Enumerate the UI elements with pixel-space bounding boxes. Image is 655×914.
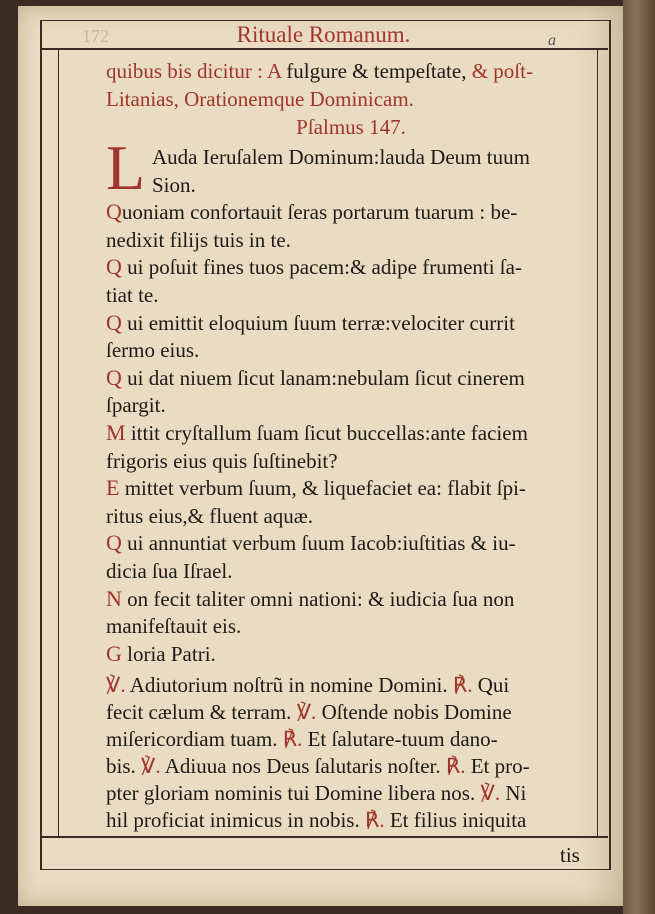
pencil-mark: a (548, 32, 556, 49)
verse-text: dicia ſua Iſrael. (106, 559, 233, 583)
versicle-text: Oſtende nobis Domine (321, 700, 512, 725)
verse-line (106, 199, 596, 225)
verse-text: nedixit filijs tuis in te. (106, 227, 291, 252)
verse-capital: E (106, 475, 120, 501)
top-rule (42, 48, 608, 50)
verse-capital: M (106, 420, 126, 445)
verse-line (106, 254, 596, 280)
intro-line-2: Litanias, Orationemque Dominicam. (106, 87, 414, 111)
versicle-line (106, 726, 596, 752)
verse-capital: Q (106, 530, 122, 556)
verse-line (106, 337, 596, 363)
response-sign: ℟. (445, 754, 471, 779)
versicle-text: Qui (477, 673, 510, 698)
verse-capital: Q (106, 199, 122, 225)
verse-line (106, 475, 596, 501)
verse-text: ui annuntiat verbum ſuum Iacob:iuſtitias & iu- (121, 531, 516, 556)
verse-line (106, 530, 596, 556)
verse-line (106, 310, 596, 336)
verse-line (106, 448, 596, 474)
intro-rubric-2: & poſt- (471, 59, 533, 83)
verse-text: ritus eius,& fluent aquæ. (106, 503, 314, 528)
verse-line (152, 172, 642, 198)
versicle-text: Et ſalutare-tuum dano- (307, 727, 498, 752)
verse-capital: G (106, 640, 122, 666)
versicle-text: pter gloriam nominis tui Domine libera nos. (106, 781, 481, 806)
verse-line (106, 641, 596, 667)
versicle-text: Adiutorium noſtrũ in nomine Domini. (129, 673, 453, 698)
verse-capital: N (106, 585, 122, 611)
catchword: tis (560, 843, 580, 867)
verse-text: Auda Ieruſalem Dominum:lauda Deum tuum (152, 145, 530, 169)
versicle-sign: ℣. (141, 754, 165, 779)
verse-text: loria Patri. (121, 641, 216, 666)
running-head: Rituale Romanum. (236, 22, 411, 47)
versicle-sign: ℣. (296, 700, 322, 725)
verse-text: mittet verbum ſuum, & liquefaciet ea: flabit ſpi- (119, 476, 526, 501)
versicle-line (106, 780, 596, 806)
verse-capital: Q (106, 364, 122, 390)
intro-rubric-1: quibus bis dicitur : A (106, 59, 282, 83)
intro-text: fulgure & tempeſtate, (281, 59, 472, 83)
verse-line (152, 144, 642, 170)
response-sign: ℟. (364, 808, 390, 833)
versicle-sign: ℣. (106, 673, 130, 698)
versicle-text: Ni (505, 781, 527, 806)
book-edge (623, 0, 655, 914)
verse-text: uoniam confortauit ſeras portarum tuarum : be- (121, 200, 518, 225)
response-sign: ℟. (282, 727, 308, 752)
versicle-line (106, 753, 596, 779)
verse-line (106, 365, 596, 391)
verse-text: ſermo eius. (106, 338, 200, 363)
versicle-text: Adiuua nos Deus ſalutaris noſter. (164, 754, 446, 779)
verse-line (106, 392, 596, 418)
versicle-line (106, 807, 596, 833)
verse-line (106, 586, 596, 612)
verse-line (106, 503, 596, 529)
verse-line (106, 558, 596, 584)
versicle-line (106, 672, 596, 698)
verse-capital: Q (106, 309, 122, 335)
versicle-text: Et pro- (470, 754, 530, 779)
verse-text: tiat te. (106, 283, 159, 307)
verse-text: frigoris eius quis ſuſtinebit? (106, 448, 338, 473)
faint-page-number: 172 (82, 26, 109, 46)
versicle-line (106, 699, 596, 725)
verse-text: on fecit taliter omni nationi: & iudicia ſua non (121, 586, 515, 611)
verse-line (106, 227, 596, 253)
verse-line (106, 282, 596, 308)
versicle-text: hil proficiat inimicus in nobis. (106, 808, 365, 833)
verse-capital: Q (106, 254, 122, 280)
bottom-rule (42, 836, 608, 838)
verse-text: manifeſtauit eis. (106, 614, 242, 639)
versicle-text: bis. (106, 754, 142, 779)
verse-line (106, 613, 596, 639)
versicle-text: Et filius iniquita (389, 808, 527, 833)
response-sign: ℟. (452, 673, 478, 698)
psalm-title: Pſalmus 147. (296, 115, 406, 139)
verse-text: Sion. (152, 172, 196, 197)
versicle-sign: ℣. (480, 781, 506, 806)
verse-text: ui dat niuem ſicut lanam:nebulam ſicut cinerem (121, 365, 525, 390)
verse-text: ui emittit eloquium ſuum terræ:velociter currit (121, 310, 515, 335)
verse-line (106, 420, 596, 446)
versicle-text: fecit cælum & terram. (106, 700, 297, 725)
intro-line-1 (106, 58, 596, 84)
verse-text: ui poſuit fines tuos pacem:& adipe frumenti ſa- (121, 255, 522, 280)
drop-initial: L (106, 132, 146, 203)
versicle-text: miſericordiam tuam. (106, 727, 283, 752)
verse-text: ittit cryſtallum ſuam ſicut buccellas:ante faciem (125, 421, 528, 445)
verse-text: ſpargit. (106, 393, 166, 418)
